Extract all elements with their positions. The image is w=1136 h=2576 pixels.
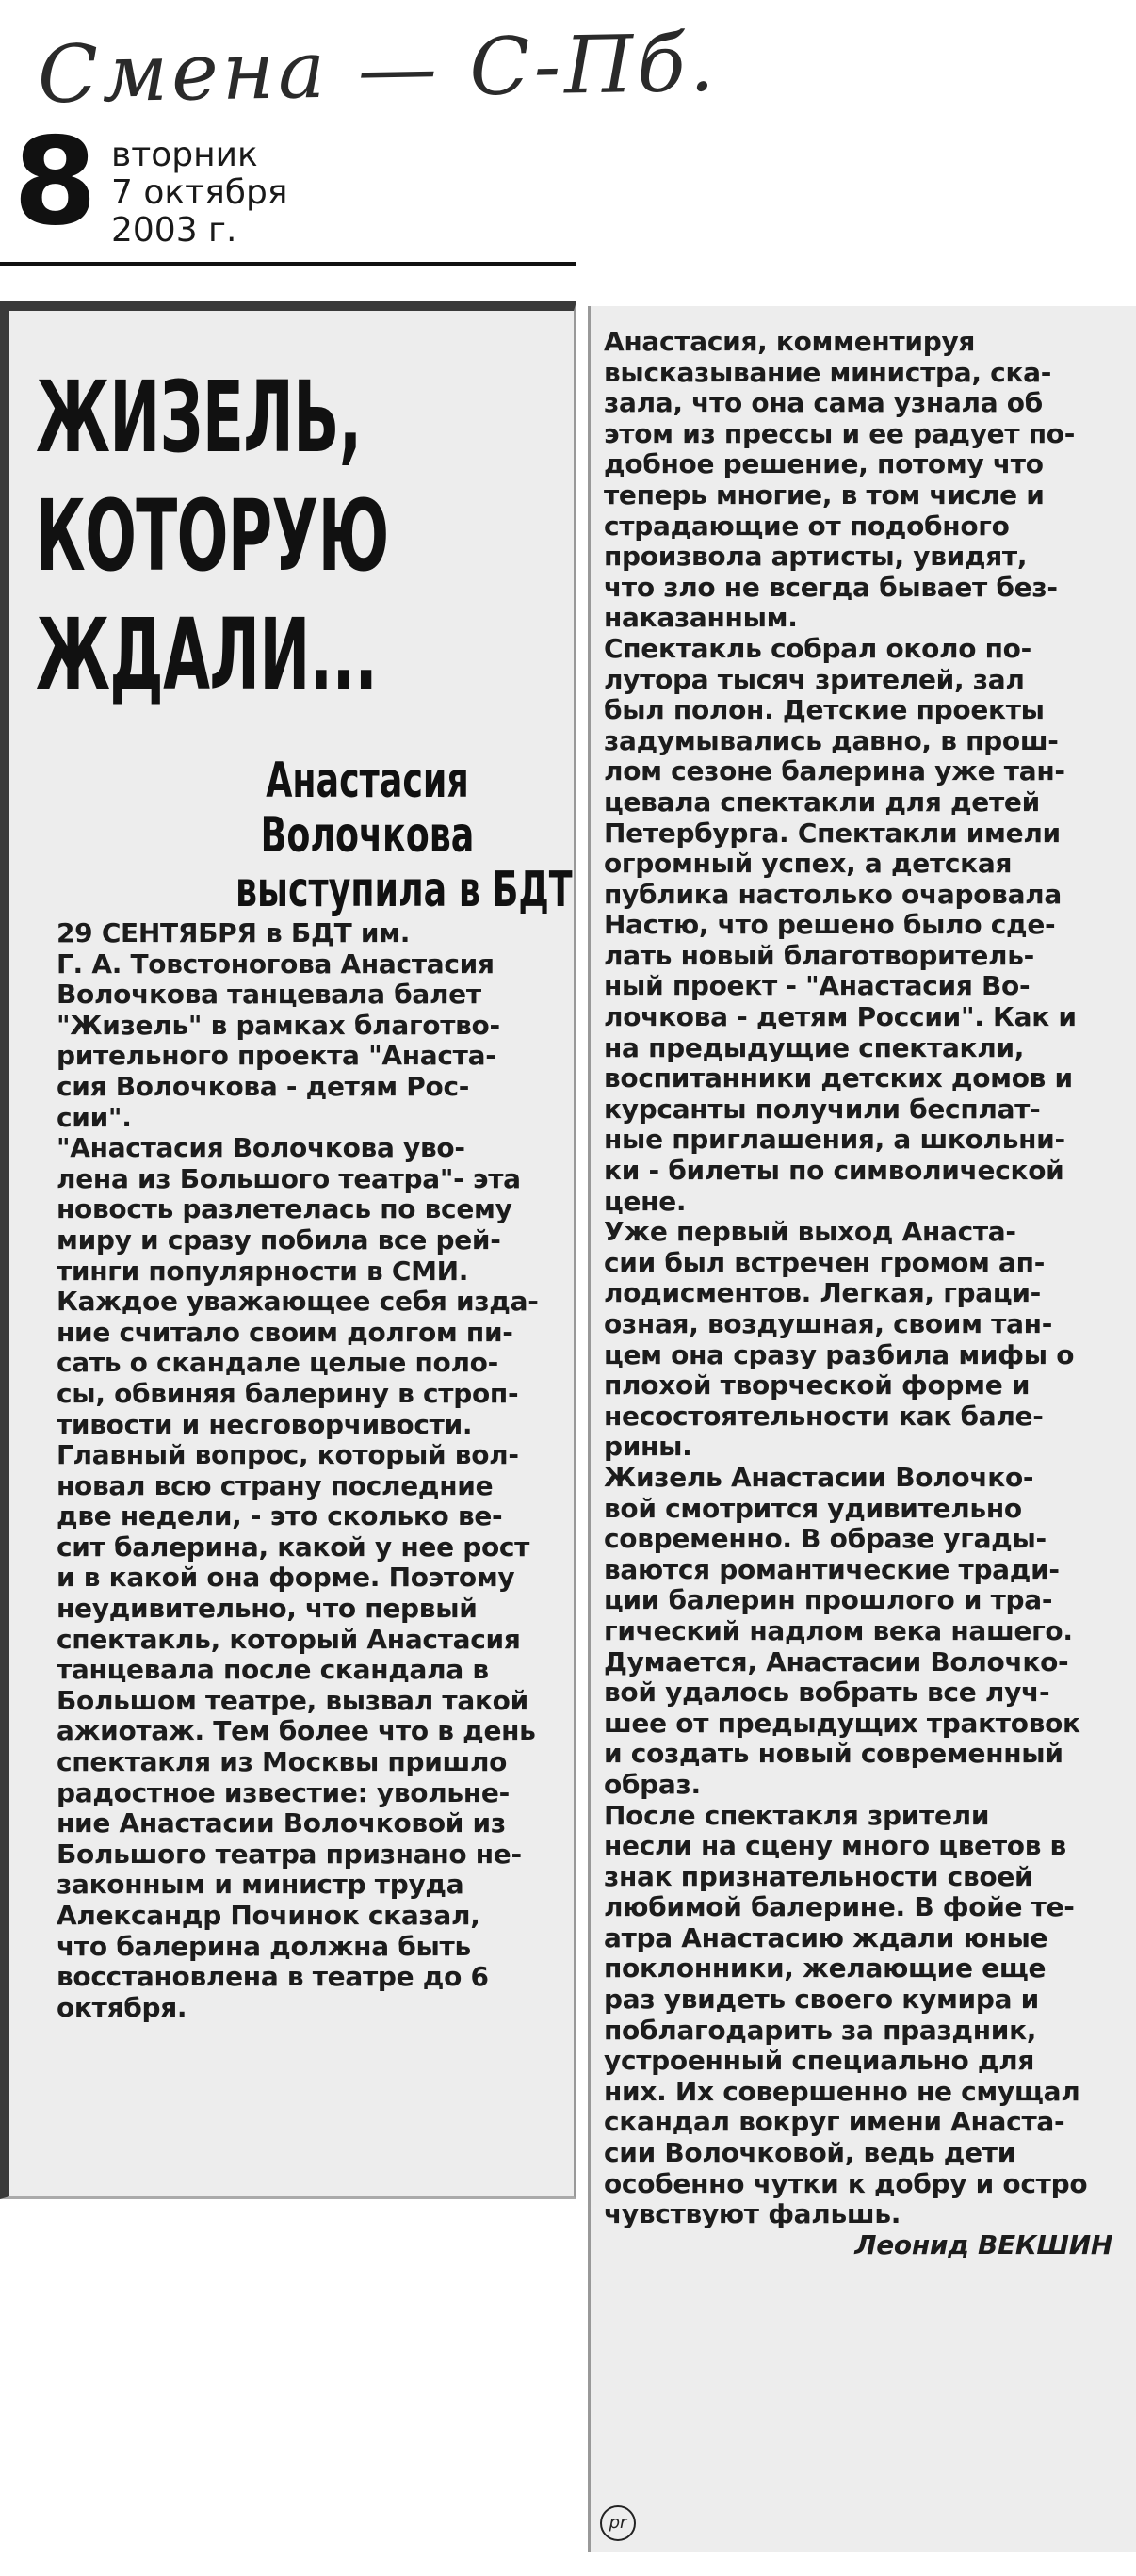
text-line: и в какой она форме. Поэтому [57,1563,515,1594]
text-line: шее от предыдущих трактовок [604,1708,1080,1739]
text-line: радостное известие: увольне- [57,1777,510,1808]
text-line: спектакль, который Анастасия [57,1624,521,1655]
text-line: Большом театре, вызвал такой [57,1685,528,1716]
text-line: огромный успех, а детская [604,849,1013,880]
text-line: танцевала после скандала в [57,1655,489,1686]
text-line: страдающие от подобного [604,510,1010,542]
text-line: Волочкова танцевала балет [57,980,481,1011]
headline-line: ЖИЗЕЛЬ, [36,360,362,475]
text-line: этом из прессы и ее радует по- [604,418,1076,449]
text-line: ние Анастасии Волочковой из [57,1808,506,1839]
article-headline [36,358,389,714]
text-line: лодисментов. Легкая, граци- [604,1278,1041,1309]
text-line: Г. А. Товстоногова Анастасия [57,948,495,980]
issue-date [111,137,287,250]
text-line: новал всю страну последние [57,1470,494,1501]
text-line: Настю, что решено было сде- [604,910,1056,941]
text-line: рины. [604,1432,692,1463]
text-line: сать о скандале целые поло- [57,1348,498,1379]
subheadline-line: выступила в БДТ [235,862,573,918]
text-line: Каждое уважающее себя изда- [57,1287,539,1318]
text-line: восстановлена в театре до 6 [57,1962,489,1993]
text-line: чувствуют фальшь. [604,2199,901,2230]
issue-day-month: 7 октября [111,173,288,212]
text-line: особенно чутки к добру и остро [604,2168,1088,2199]
text-line: цене. [604,1186,687,1217]
text-line: тинги популярности в СМИ. [57,1256,469,1287]
text-line: После спектакля зрители [604,1800,990,1831]
article-subheadline [235,753,573,918]
text-line: лом сезоне балерина уже тан- [604,756,1065,787]
text-line: сии". [57,1102,132,1133]
text-line: ние считало своим долгом пи- [57,1317,513,1348]
text-line: гический надлом века нашего. [604,1615,1073,1646]
author-byline: Леонид ВЕКШИН [854,2229,1112,2260]
text-line: добное решение, потому что [604,449,1044,480]
text-line: задумывались давно, в прош- [604,725,1059,756]
text-line: цем она сразу разбила мифы о [604,1339,1075,1370]
text-line: миру и сразу побила все рей- [57,1224,501,1256]
text-line: Большого театра признано не- [57,1839,522,1870]
subheadline-line: Волочкова [260,807,475,864]
text-line: лать новый благотворитель- [604,940,1034,971]
text-line: 29 СЕНТЯБРЯ в БДТ им. [57,918,411,948]
text-line: атра Анастасию ждали юные [604,1922,1048,1953]
header-divider [0,262,576,266]
text-line: зала, что она сама узнала об [604,388,1043,419]
text-line: новость разлетелась по всему [57,1194,512,1225]
text-line: плохой творческой форме и [604,1370,1031,1401]
text-line: Спектакль собрал около по- [604,633,1031,664]
text-line: цевала спектакли для детей [604,786,1040,818]
text-line: курсанты получили бесплат- [604,1094,1041,1125]
text-line: устроенный специально для [604,2046,1035,2077]
text-line: и создать новый современный [604,1739,1063,1770]
text-line: поклонники, желающие еще [604,1953,1047,1985]
text-line: теперь многие, в том числе и [604,479,1045,510]
text-line: Жизель Анастасии Волочко- [604,1462,1034,1493]
handwritten-note: Смена — С-Пб. [37,16,720,122]
text-line: лутора тысяч зрителей, зал [604,664,1025,695]
issue-year: 2003 г. [111,211,237,250]
headline-line: ЖДАЛИ... [36,597,378,712]
text-line: сии Волочковой, ведь дети [604,2138,1016,2169]
text-line: скандал вокруг имени Анаста- [604,2107,1065,2138]
text-line: произвола артисты, увидят, [604,542,1028,573]
text-line: образ. [604,1769,701,1800]
text-line: сия Волочкова - детям Рос- [57,1071,470,1102]
text-line: ваются романтические тради- [604,1554,1060,1585]
text-line: что зло не всегда бывает без- [604,572,1058,603]
text-line: Петербурга. Спектакли имели [604,818,1061,849]
subheadline-line: Анастасия [266,753,469,809]
text-line: что балерина должна быть [57,1931,471,1962]
text-line: современно. В образе угады- [604,1524,1047,1555]
text-line: ные приглашения, а школьни- [604,1125,1065,1156]
text-line: несли на сцену много цветов в [604,1831,1066,1862]
text-line: спектакля из Москвы пришло [57,1747,508,1778]
text-line: две недели, - это сколько ве- [57,1501,503,1532]
pr-mark: pr [600,2505,636,2541]
article-body-right [604,327,1112,2260]
text-line: "Жизель" в рамках благотво- [57,1010,500,1041]
text-line: публика настолько очаровала [604,879,1062,910]
text-line: сии был встречен громом ап- [604,1247,1046,1278]
text-line: Александр Починок сказал, [57,1901,480,1931]
text-line: Главный вопрос, который вол- [57,1440,519,1471]
text-line: лена из Большого театра"- эта [57,1163,521,1194]
text-line: законным и министр труда [57,1870,464,1901]
text-line: сит балерина, какой у нее рост [57,1531,530,1563]
text-line: знак признательности своей [604,1861,1033,1892]
text-line: ки - билеты по символической [604,1156,1064,1187]
headline-line: КОТОРУЮ [36,478,389,593]
text-line: лочкова - детям России". Как и [604,1002,1077,1033]
text-line: сы, обвиняя балерину в строп- [57,1378,519,1409]
text-line: вой смотрится удивительно [604,1493,1022,1524]
text-line: любимой балерине. В фойе те- [604,1892,1075,1923]
text-line: на предыдущие спектакли, [604,1032,1025,1063]
text-line: Уже первый выход Анаста- [604,1217,1016,1248]
text-line: раз увидеть своего кумира и [604,1985,1039,2016]
article-body-left [57,918,565,2023]
text-line: ажиотаж. Тем более что в день [57,1716,536,1747]
text-line: "Анастасия Волочкова уво- [57,1133,465,1164]
text-line: октября. [57,1992,187,2023]
text-line: несостоятельности как бале- [604,1401,1044,1432]
text-line: озная, воздушная, своим тан- [604,1309,1053,1339]
issue-weekday: вторник [111,136,258,174]
text-line: неудивительно, что первый [57,1594,478,1625]
text-line: тивости и несговорчивости. [57,1409,473,1440]
text-line: поблагодарить за праздник, [604,2015,1037,2046]
text-line: ный проект - "Анастасия Во- [604,971,1031,1002]
clipping-right-column [588,306,1136,2552]
clipping-left-column [0,301,576,2199]
page-number: 8 [13,112,98,252]
text-line: вой удалось вобрать все луч- [604,1677,1050,1709]
text-line: был полон. Детские проекты [604,695,1045,726]
text-line: наказанным. [604,603,798,634]
text-line: них. Их совершенно не смущал [604,2076,1080,2107]
text-line: воспитанники детских домов и [604,1063,1073,1094]
text-line: ции балерин прошлого и тра- [604,1585,1053,1616]
text-line: Думается, Анастасии Волочко- [604,1646,1069,1677]
text-line: Анастасия, комментируя [604,327,976,357]
text-line: рительного проекта "Анаста- [57,1041,496,1072]
text-line: высказывание министра, ска- [604,357,1052,388]
